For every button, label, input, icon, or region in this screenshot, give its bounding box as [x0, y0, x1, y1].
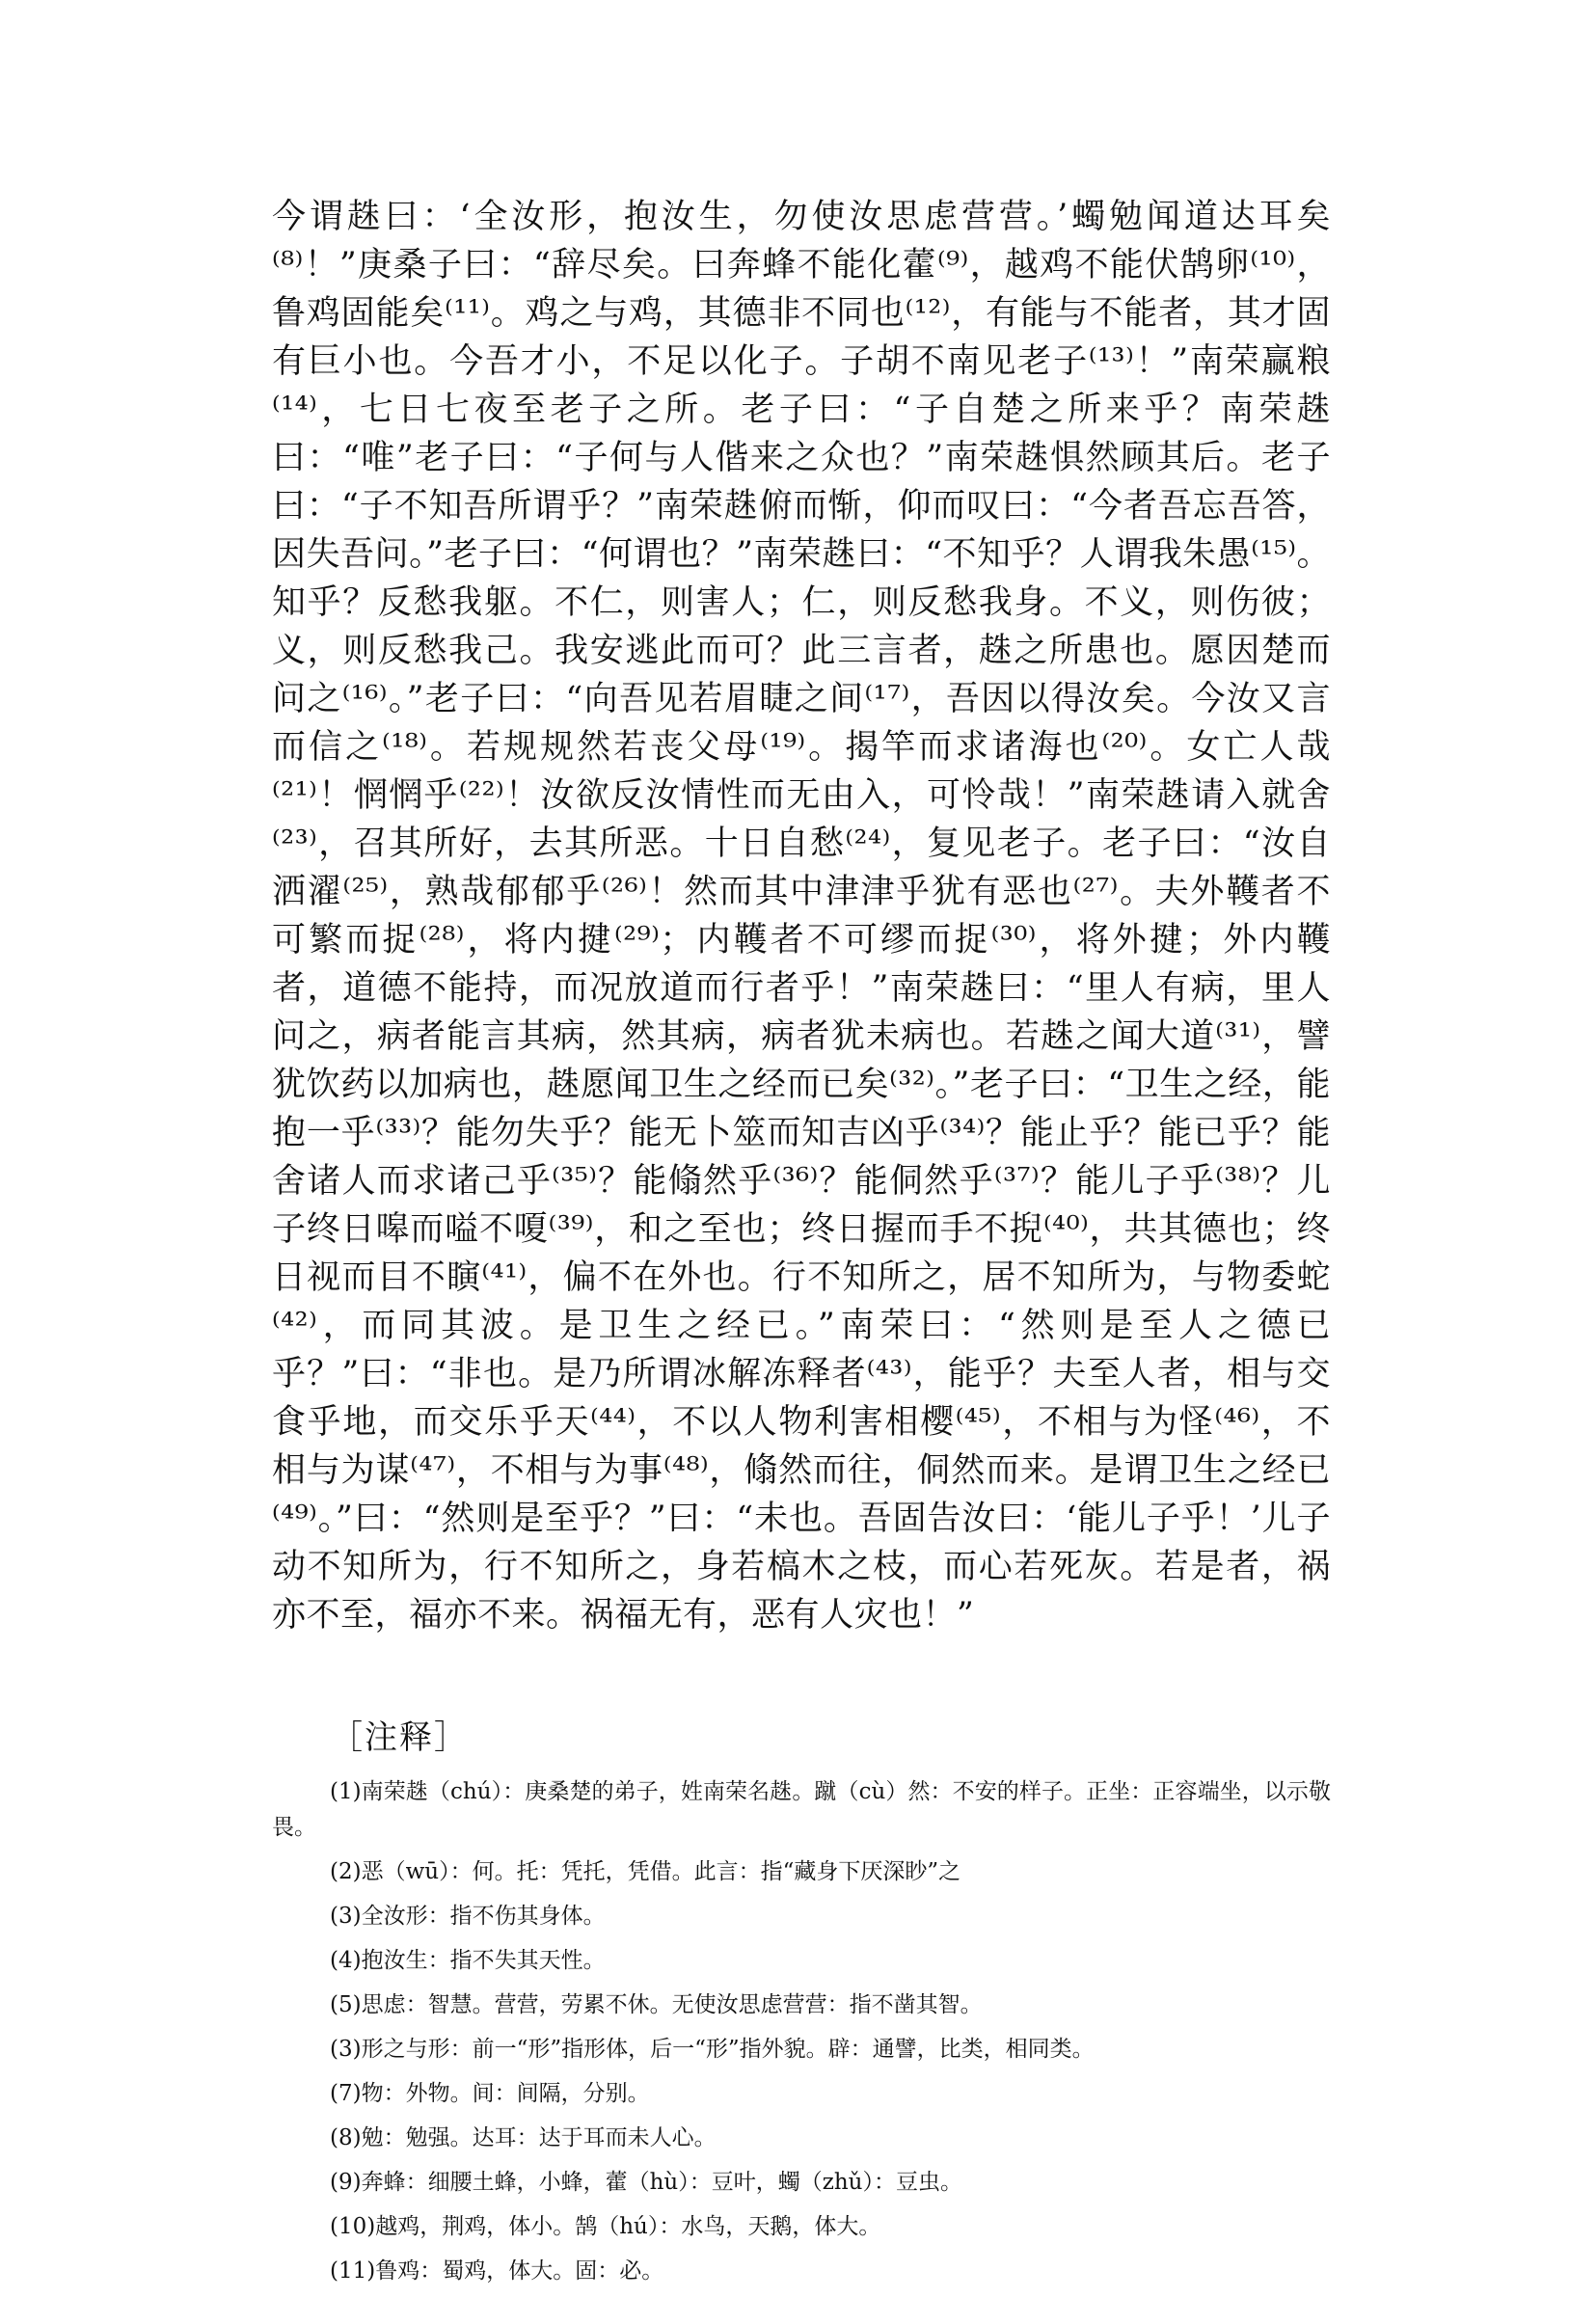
- note-item: (8)勉：勉强。达耳：达于耳而未人心。: [330, 2125, 717, 2150]
- main-paragraph: 今谓趎曰：‘全汝形，抱汝生，勿使汝思虑营营。’蠋勉闻道达耳矣⁽⁸⁾！”庚桑子曰：“辞尽矣。曰奔蜂不能化藿⁽⁹⁾，越鸡不能伏鹄卵⁽¹⁰⁾，鲁鸡固能矣⁽¹¹⁾。鸡之与鸡，其德非不同也⁽¹²⁾，有能与不能者，其才固有巨小也。今吾才小，不足以化子。子胡不南见老子⁽¹³⁾！”南荣赢粮⁽¹⁴⁾，七日七夜至老子之所。老子曰：“子自楚之所来乎？南荣趎曰：“唯”老子曰：“子何与人偕来之众也？”南荣趎惧然顾其后。老子曰：“子不知吾所谓乎？”南荣趎俯而惭，仰而叹曰：“今者吾忘吾答，因失吾问。”老子曰：“何谓也？”南荣趎曰：“不知乎？人谓我朱愚⁽¹⁵⁾。知乎？反愁我躯。不仁，则害人；仁，则反愁我身。不义，则伤彼；义，则反愁我己。我安逃此而可？此三言者，趎之所患也。愿因楚而问之⁽¹⁶⁾。”老子曰：“向吾见若眉睫之间⁽¹⁷⁾，吾因以得汝矣。今汝又言而信之⁽¹⁸⁾。若规规然若丧父母⁽¹⁹⁾。揭竿而求诸海也⁽²⁰⁾。女亡人哉⁽²¹⁾！惘惘乎⁽²²⁾！汝欲反汝情性而无由入，可怜哉！”南荣趎请入就舍⁽²³⁾，召其所好，去其所恶。十日自愁⁽²⁴⁾，复见老子。老子曰：“汝自洒濯⁽²⁵⁾，熟哉郁郁乎⁽²⁶⁾！然而其中津津乎犹有恶也⁽²⁷⁾。夫外韄者不可繁而捉⁽²⁸⁾，将内揵⁽²⁹⁾；内韄者不可缪而捉⁽³⁰⁾，将外揵；外内韄者，道德不能持，而况放道而行者乎！”南荣趎曰：“里人有病，里人问之，病者能言其病，然其病，病者犹未病也。若趎之闻大道⁽³¹⁾，譬犹饮药以加病也，趎愿闻卫生之经而已矣⁽³²⁾。”老子曰：“卫生之经，能抱一乎⁽³³⁾？能勿失乎？能无卜筮而知吉凶乎⁽³⁴⁾？能止乎？能已乎？能舍诸人而求诸己乎⁽³⁵⁾？能翛然乎⁽³⁶⁾？能侗然乎⁽³⁷⁾？能儿子乎⁽³⁸⁾？儿子终日嗥而嗌不嗄⁽³⁹⁾，和之至也；终日握而手不掜⁽⁴⁰⁾，共其德也；终日视而目不瞚⁽⁴¹⁾，偏不在外也。行不知所之，居不知所为，与物委蛇⁽⁴²⁾，而同其波。是卫生之经已。”南荣曰：“然则是至人之德已乎？”曰：“非也。是乃所谓冰解冻释者⁽⁴³⁾，能乎？夫至人者，相与交食乎地，而交乐乎天⁽⁴⁴⁾，不以人物利害相樱⁽⁴⁵⁾，不相与为怪⁽⁴⁶⁾，不相与为谋⁽⁴⁷⁾，不相与为事⁽⁴⁸⁾，翛然而往，侗然而来。是谓卫生之经已⁽⁴⁹⁾。”曰：“然则是至乎？”曰：“未也。吾固告汝曰：‘能儿子乎！’儿子动不知所为，行不知所之，身若槁木之枝，而心若死灰。若是者，祸亦不至，福亦不来。祸福无有，恶有人灾也！”: [272, 198, 1331, 1635]
- note-item: (3)全汝形：指不伤其身体。: [330, 1904, 606, 1929]
- note-item: (1)南荣趎（chú）：庚桑楚的弟子，姓南荣名趎。蹴（cù）然：不安的样子。正坐：正容端坐，以示敬畏。: [272, 1779, 1331, 1840]
- note-item: (10)越鸡，荆鸡，体小。鹄（hú）：水鸟，天鹅，体大。: [330, 2214, 881, 2239]
- note-item: (9)奔蜂：细腰土蜂，小蜂，藿（hù）：豆叶，蠋（zhǔ）：豆虫。: [330, 2170, 962, 2195]
- note-item: (7)物：外物。间：间隔，分别。: [330, 2081, 650, 2106]
- note-item: (3)形之与形：前一“形”指形体，后一“形”指外貌。辟：通譬，比类，相同类。: [330, 2037, 1095, 2062]
- document-page: [272, 193, 1331, 2298]
- notes-heading: ［注释］: [330, 1718, 469, 1757]
- notes-list: [272, 1774, 1331, 2289]
- note-item: (11)鲁鸡：蜀鸡，体大。固：必。: [330, 2258, 664, 2284]
- note-item: (2)恶（wū）：何。托：凭托，凭借。此言：指“藏身下厌深眇”之: [330, 1859, 961, 1884]
- note-item: (4)抱汝生：指不失其天性。: [330, 1948, 606, 1973]
- note-item: (5)思虑：智慧。营营，劳累不休。无使汝思虑营营：指不凿其智。: [330, 1992, 983, 2017]
